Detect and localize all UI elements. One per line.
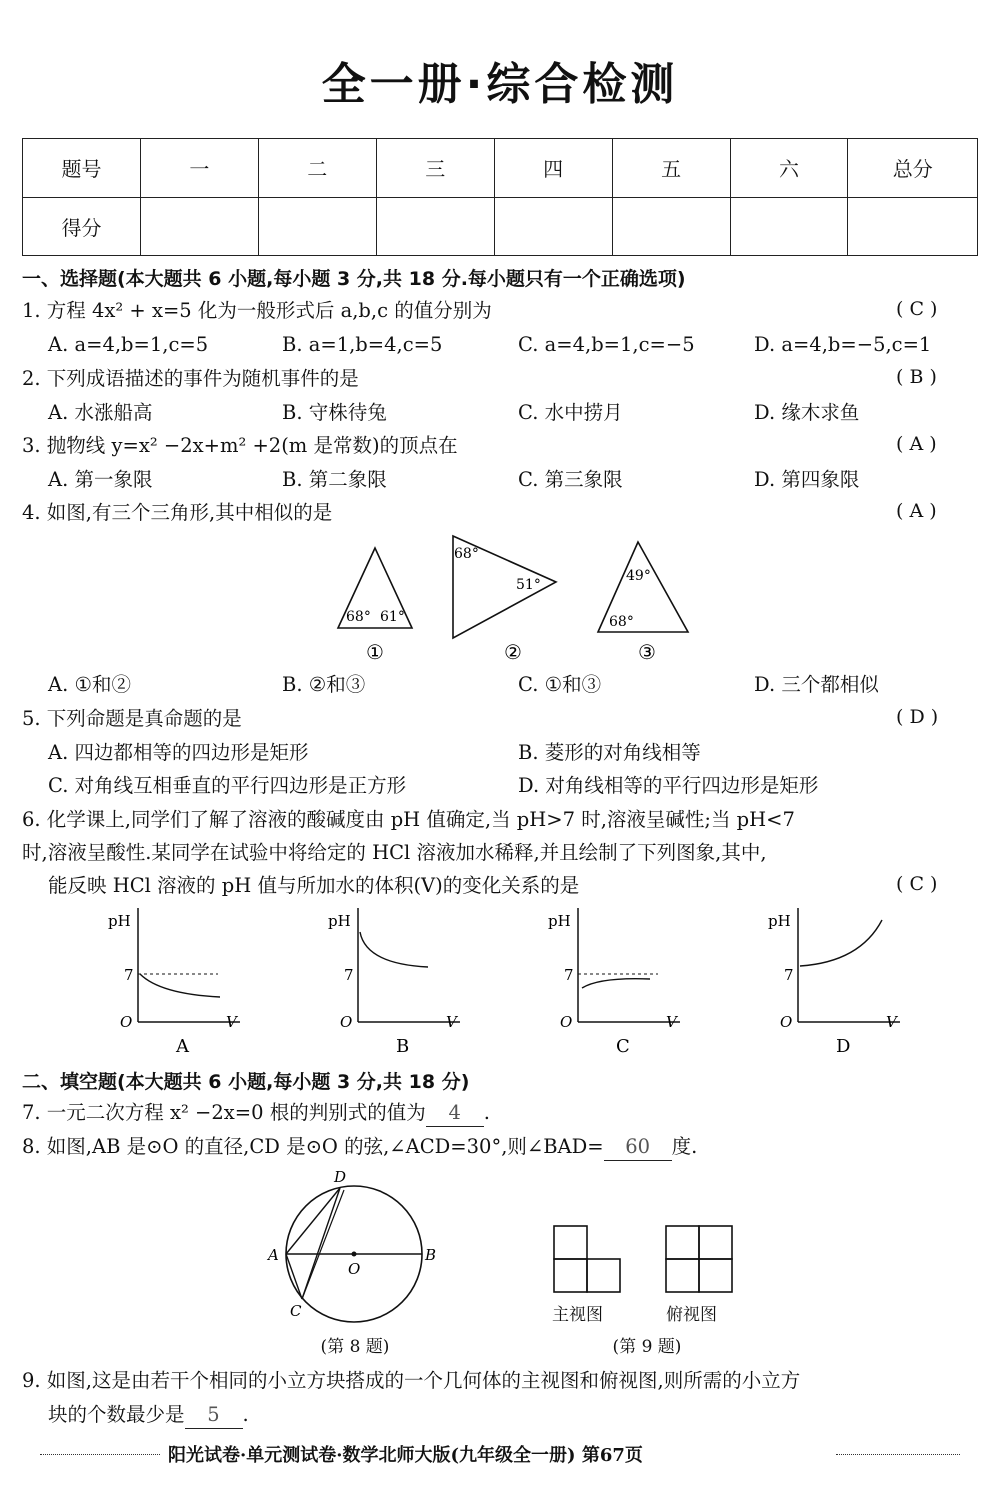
- graph-d-label: D: [836, 1036, 851, 1057]
- triangle-2: [453, 536, 556, 664]
- page-title: 全一册·综合检测: [321, 59, 679, 110]
- q8-circle-figure: [262, 1168, 452, 1330]
- q8-stem: 8. 如图,AB 是⊙O 的直径,CD 是⊙O 的弦,∠ACD=30°,则∠BAD=: [22, 1135, 604, 1158]
- q8-answer-blank[interactable]: 60: [604, 1134, 672, 1161]
- q1-option-b: B. a=1,b=4,c=5: [282, 333, 443, 356]
- q3-option-b: B. 第二象限: [282, 468, 387, 491]
- graph-c: [548, 908, 680, 1057]
- table-cell: 题号: [23, 139, 141, 198]
- triangle-3-angle-a: 49°: [626, 568, 651, 584]
- table-cell: 五: [612, 139, 730, 198]
- table-cell: 三: [376, 139, 494, 198]
- graph-d: [768, 908, 900, 1057]
- q2-option-d: D. 缘木求鱼: [754, 401, 860, 424]
- q4-triangles-figure: [320, 528, 720, 668]
- q4-option-b: B. ②和③: [282, 673, 366, 696]
- graph-c-ylabel: pH: [548, 912, 571, 930]
- table-cell: 四: [494, 139, 612, 198]
- top-view: [666, 1226, 732, 1292]
- q6-line-3: 能反映 HCl 溶液的 pH 值与所加水的体积(V)的变化关系的是: [48, 874, 580, 897]
- q7-end: .: [483, 1101, 490, 1124]
- point-c-label: C: [290, 1302, 302, 1320]
- score-input-cell[interactable]: [848, 197, 978, 256]
- table-cell: 得分: [23, 197, 141, 256]
- q1-option-c: C. a=4,b=1,c=−5: [518, 333, 695, 356]
- point-b-label: B: [425, 1246, 437, 1264]
- triangle-2-angle-a: 68°: [454, 546, 479, 562]
- q5-answer: ( D ): [896, 706, 939, 728]
- score-table: [22, 138, 978, 256]
- graph-c-mark: 7: [564, 966, 574, 984]
- q5-option-b: B. 菱形的对角线相等: [518, 741, 701, 764]
- graph-b-label: B: [396, 1036, 410, 1057]
- q2-answer: ( B ): [896, 366, 937, 388]
- triangle-2-label: ②: [504, 640, 522, 664]
- graph-b-ylabel: pH: [328, 912, 351, 930]
- graph-a-xlabel: V: [226, 1013, 237, 1031]
- q1-option-d: D. a=4,b=−5,c=1: [754, 333, 932, 356]
- score-input-cell[interactable]: [376, 197, 494, 256]
- q4-option-c: C. ①和③: [518, 673, 602, 696]
- q4-option-a: A. ①和②: [48, 673, 131, 696]
- graph-c-xlabel: V: [666, 1013, 677, 1031]
- graph-a-label: A: [176, 1036, 189, 1057]
- table-cell: 一: [140, 139, 258, 198]
- q2-option-c: C. 水中捞月: [518, 401, 623, 424]
- graph-a-mark: 7: [124, 966, 134, 984]
- point-d-label: D: [334, 1168, 347, 1186]
- triangle-1-angle-a: 68°: [346, 609, 371, 625]
- q5-option-c: C. 对角线互相垂直的平行四边形是正方形: [48, 774, 407, 797]
- graph-a-origin: O: [120, 1013, 133, 1031]
- score-input-cell[interactable]: [730, 197, 848, 256]
- q5-stem: 5. 下列命题是真命题的是: [22, 707, 242, 730]
- table-row: [23, 139, 978, 198]
- q6-line-1: 6. 化学课上,同学们了解了溶液的酸碱度由 pH 值确定,当 pH>7 时,溶液呈碱性;当 pH<7: [22, 808, 795, 831]
- q4-stem: 4. 如图,有三个三角形,其中相似的是: [22, 501, 333, 524]
- q7-stem: 7. 一元二次方程 x² −2x=0 根的判别式的值为: [22, 1101, 426, 1124]
- score-input-cell[interactable]: [140, 197, 258, 256]
- section-1-heading: 一、选择题(本大题共 6 小题,每小题 3 分,共 18 分.每小题只有一个正确选项): [22, 268, 686, 290]
- q7-answer-blank[interactable]: 4: [426, 1100, 484, 1127]
- q3-option-c: C. 第三象限: [518, 468, 623, 491]
- q2-option-a: A. 水涨船高: [48, 401, 153, 424]
- table-cell: 六: [730, 139, 848, 198]
- triangle-1-label: ①: [366, 640, 384, 664]
- q9-caption: (第 9 题): [612, 1337, 682, 1357]
- score-input-cell[interactable]: [494, 197, 612, 256]
- q6-graphs-figure: [100, 904, 900, 1060]
- triangle-3-label: ③: [638, 640, 656, 664]
- q6-line-2: 时,溶液呈酸性.某同学在试验中将给定的 HCl 溶液加水稀释,并且绘制了下列图象,其中,: [22, 841, 767, 864]
- triangle-1: [338, 548, 412, 664]
- table-cell: 总分: [848, 139, 978, 198]
- table-cell: 二: [258, 139, 376, 198]
- graph-d-ylabel: pH: [768, 912, 791, 930]
- front-view-label: 主视图: [552, 1305, 603, 1325]
- q9-end: .: [242, 1403, 249, 1426]
- q8-end: 度.: [671, 1135, 698, 1158]
- graph-c-origin: O: [560, 1013, 573, 1031]
- q3-option-a: A. 第一象限: [48, 468, 153, 491]
- q3-option-d: D. 第四象限: [754, 468, 860, 491]
- top-view-label: 俯视图: [666, 1305, 717, 1325]
- triangle-1-angle-b: 61°: [380, 609, 405, 625]
- table-row: [23, 197, 978, 256]
- footer-divider-left: [40, 1454, 160, 1455]
- triangle-2-angle-b: 51°: [516, 577, 541, 593]
- q8-caption: (第 8 题): [320, 1337, 390, 1357]
- q4-answer: ( A ): [896, 500, 937, 522]
- score-input-cell[interactable]: [258, 197, 376, 256]
- graph-b: [328, 908, 460, 1057]
- graph-d-origin: O: [780, 1013, 793, 1031]
- footer-divider-right: [836, 1454, 960, 1455]
- graph-b-mark: 7: [344, 966, 354, 984]
- graph-a-ylabel: pH: [108, 912, 131, 930]
- q9-stem: 块的个数最少是: [48, 1403, 185, 1426]
- q9-line-1: 9. 如图,这是由若干个相同的小立方块搭成的一个几何体的主视图和俯视图,则所需的小立方: [22, 1369, 801, 1392]
- q7-line: [22, 1100, 490, 1127]
- graph-a: [108, 908, 240, 1057]
- q1-answer: ( C ): [896, 298, 938, 320]
- graph-d-xlabel: V: [886, 1013, 897, 1031]
- q3-stem: 3. 抛物线 y=x² −2x+m² +2(m 是常数)的顶点在: [22, 434, 458, 457]
- graph-c-label: C: [616, 1036, 630, 1057]
- graph-b-origin: O: [340, 1013, 353, 1031]
- graph-d-mark: 7: [784, 966, 794, 984]
- q3-answer: ( A ): [896, 433, 937, 455]
- q9-answer-blank[interactable]: 5: [185, 1402, 243, 1429]
- q6-answer: ( C ): [896, 873, 938, 895]
- q9-views-figure: [550, 1222, 740, 1302]
- q9-line-2: [48, 1402, 249, 1429]
- q4-option-d: D. 三个都相似: [754, 673, 879, 696]
- point-o-label: O: [348, 1260, 361, 1278]
- q8-line: [22, 1134, 697, 1161]
- q5-option-a: A. 四边都相等的四边形是矩形: [48, 741, 309, 764]
- score-input-cell[interactable]: [612, 197, 730, 256]
- q5-option-d: D. 对角线相等的平行四边形是矩形: [518, 774, 819, 797]
- q1-option-a: A. a=4,b=1,c=5: [48, 333, 209, 356]
- front-view: [554, 1226, 620, 1292]
- q2-option-b: B. 守株待兔: [282, 401, 387, 424]
- triangle-3: [598, 542, 688, 664]
- q2-stem: 2. 下列成语描述的事件为随机事件的是: [22, 367, 359, 390]
- graph-b-xlabel: V: [446, 1013, 457, 1031]
- footer-text: 阳光试卷·单元测试卷·数学北师大版(九年级全一册) 第67页: [168, 1445, 643, 1466]
- point-a-label: A: [268, 1246, 279, 1264]
- triangle-3-angle-b: 68°: [609, 614, 634, 630]
- section-2-heading: 二、填空题(本大题共 6 小题,每小题 3 分,共 18 分): [22, 1071, 470, 1093]
- q1-stem: 1. 方程 4x² + x=5 化为一般形式后 a,b,c 的值分别为: [22, 299, 492, 322]
